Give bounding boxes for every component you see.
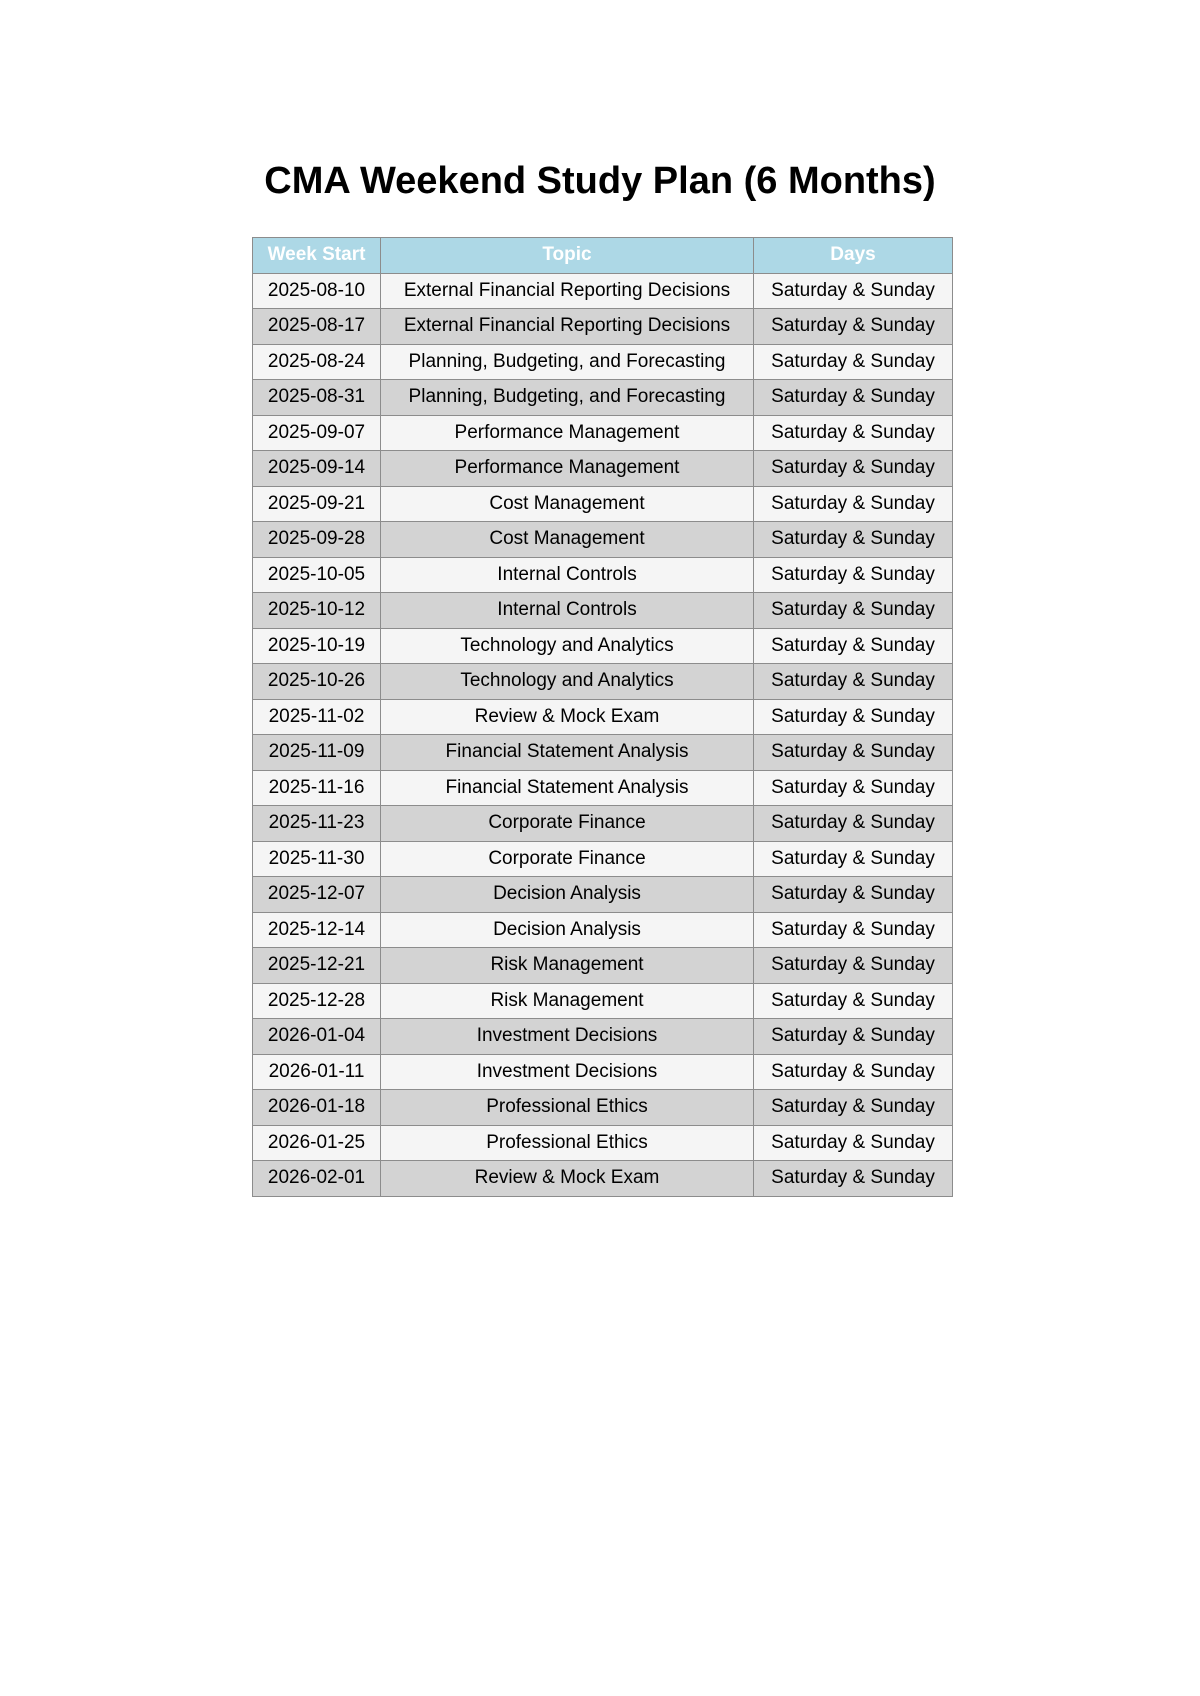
table-row — [253, 1161, 953, 1197]
cell-week-start: 2026-01-11 — [253, 1054, 381, 1090]
cell-topic: Performance Management — [381, 415, 754, 451]
table-row — [253, 806, 953, 842]
cell-days: Saturday & Sunday — [754, 593, 953, 629]
cell-days: Saturday & Sunday — [754, 1161, 953, 1197]
cell-week-start: 2026-01-04 — [253, 1019, 381, 1055]
cell-week-start: 2025-09-28 — [253, 522, 381, 558]
cell-topic: Technology and Analytics — [381, 628, 754, 664]
table-row — [253, 1125, 953, 1161]
table-row — [253, 1054, 953, 1090]
cell-week-start: 2025-10-26 — [253, 664, 381, 700]
cell-topic: Cost Management — [381, 486, 754, 522]
cell-week-start: 2025-11-16 — [253, 770, 381, 806]
table-row — [253, 557, 953, 593]
cell-topic: Corporate Finance — [381, 841, 754, 877]
cell-days: Saturday & Sunday — [754, 983, 953, 1019]
study-plan-table — [252, 237, 953, 1197]
cell-days: Saturday & Sunday — [754, 309, 953, 345]
cell-topic: Review & Mock Exam — [381, 699, 754, 735]
cell-topic: Financial Statement Analysis — [381, 770, 754, 806]
cell-week-start: 2025-11-30 — [253, 841, 381, 877]
cell-week-start: 2025-11-23 — [253, 806, 381, 842]
cell-days: Saturday & Sunday — [754, 912, 953, 948]
table-row — [253, 1090, 953, 1126]
cell-week-start: 2025-08-24 — [253, 344, 381, 380]
cell-days: Saturday & Sunday — [754, 1054, 953, 1090]
cell-week-start: 2025-08-31 — [253, 380, 381, 416]
cell-topic: Review & Mock Exam — [381, 1161, 754, 1197]
cell-week-start: 2026-01-18 — [253, 1090, 381, 1126]
cell-topic: Decision Analysis — [381, 877, 754, 913]
column-header-days: Days — [754, 238, 953, 274]
cell-days: Saturday & Sunday — [754, 1019, 953, 1055]
table-body — [253, 273, 953, 1196]
cell-week-start: 2025-08-10 — [253, 273, 381, 309]
table-row — [253, 486, 953, 522]
cell-week-start: 2025-11-09 — [253, 735, 381, 771]
cell-topic: Internal Controls — [381, 593, 754, 629]
cell-week-start: 2025-12-14 — [253, 912, 381, 948]
table-row — [253, 344, 953, 380]
cell-days: Saturday & Sunday — [754, 380, 953, 416]
cell-week-start: 2025-10-12 — [253, 593, 381, 629]
cell-topic: Investment Decisions — [381, 1054, 754, 1090]
cell-days: Saturday & Sunday — [754, 877, 953, 913]
cell-topic: Financial Statement Analysis — [381, 735, 754, 771]
cell-week-start: 2025-09-07 — [253, 415, 381, 451]
table-row — [253, 948, 953, 984]
cell-week-start: 2025-09-21 — [253, 486, 381, 522]
cell-topic: External Financial Reporting Decisions — [381, 273, 754, 309]
cell-week-start: 2026-01-25 — [253, 1125, 381, 1161]
table-row — [253, 841, 953, 877]
cell-topic: Technology and Analytics — [381, 664, 754, 700]
cell-topic: Performance Management — [381, 451, 754, 487]
cell-days: Saturday & Sunday — [754, 1125, 953, 1161]
cell-days: Saturday & Sunday — [754, 948, 953, 984]
cell-days: Saturday & Sunday — [754, 664, 953, 700]
table-row — [253, 522, 953, 558]
cell-days: Saturday & Sunday — [754, 699, 953, 735]
cell-days: Saturday & Sunday — [754, 628, 953, 664]
table-row — [253, 912, 953, 948]
table-row — [253, 380, 953, 416]
column-header-week-start: Week Start — [253, 238, 381, 274]
cell-days: Saturday & Sunday — [754, 273, 953, 309]
cell-topic: Planning, Budgeting, and Forecasting — [381, 344, 754, 380]
cell-days: Saturday & Sunday — [754, 415, 953, 451]
cell-days: Saturday & Sunday — [754, 486, 953, 522]
table-header-row — [253, 238, 953, 274]
table-row — [253, 699, 953, 735]
cell-week-start: 2025-11-02 — [253, 699, 381, 735]
table-row — [253, 877, 953, 913]
cell-topic: Planning, Budgeting, and Forecasting — [381, 380, 754, 416]
cell-days: Saturday & Sunday — [754, 841, 953, 877]
cell-week-start: 2026-02-01 — [253, 1161, 381, 1197]
column-header-topic: Topic — [381, 238, 754, 274]
cell-days: Saturday & Sunday — [754, 344, 953, 380]
cell-week-start: 2025-10-19 — [253, 628, 381, 664]
cell-week-start: 2025-12-21 — [253, 948, 381, 984]
cell-topic: Internal Controls — [381, 557, 754, 593]
cell-days: Saturday & Sunday — [754, 522, 953, 558]
cell-week-start: 2025-12-28 — [253, 983, 381, 1019]
cell-days: Saturday & Sunday — [754, 557, 953, 593]
cell-week-start: 2025-09-14 — [253, 451, 381, 487]
cell-topic: Professional Ethics — [381, 1090, 754, 1126]
table-row — [253, 664, 953, 700]
table-row — [253, 628, 953, 664]
cell-days: Saturday & Sunday — [754, 770, 953, 806]
cell-topic: Decision Analysis — [381, 912, 754, 948]
cell-days: Saturday & Sunday — [754, 1090, 953, 1126]
table-row — [253, 983, 953, 1019]
table-row — [253, 415, 953, 451]
cell-days: Saturday & Sunday — [754, 806, 953, 842]
table-row — [253, 593, 953, 629]
cell-topic: Corporate Finance — [381, 806, 754, 842]
table-row — [253, 1019, 953, 1055]
table-row — [253, 309, 953, 345]
cell-topic: Risk Management — [381, 948, 754, 984]
cell-week-start: 2025-12-07 — [253, 877, 381, 913]
table-row — [253, 273, 953, 309]
cell-week-start: 2025-08-17 — [253, 309, 381, 345]
page-title: CMA Weekend Study Plan (6 Months) — [264, 160, 936, 202]
cell-topic: Cost Management — [381, 522, 754, 558]
cell-topic: Investment Decisions — [381, 1019, 754, 1055]
cell-days: Saturday & Sunday — [754, 735, 953, 771]
cell-week-start: 2025-10-05 — [253, 557, 381, 593]
table-row — [253, 735, 953, 771]
cell-topic: External Financial Reporting Decisions — [381, 309, 754, 345]
table-row — [253, 770, 953, 806]
cell-topic: Professional Ethics — [381, 1125, 754, 1161]
cell-topic: Risk Management — [381, 983, 754, 1019]
cell-days: Saturday & Sunday — [754, 451, 953, 487]
table-row — [253, 451, 953, 487]
